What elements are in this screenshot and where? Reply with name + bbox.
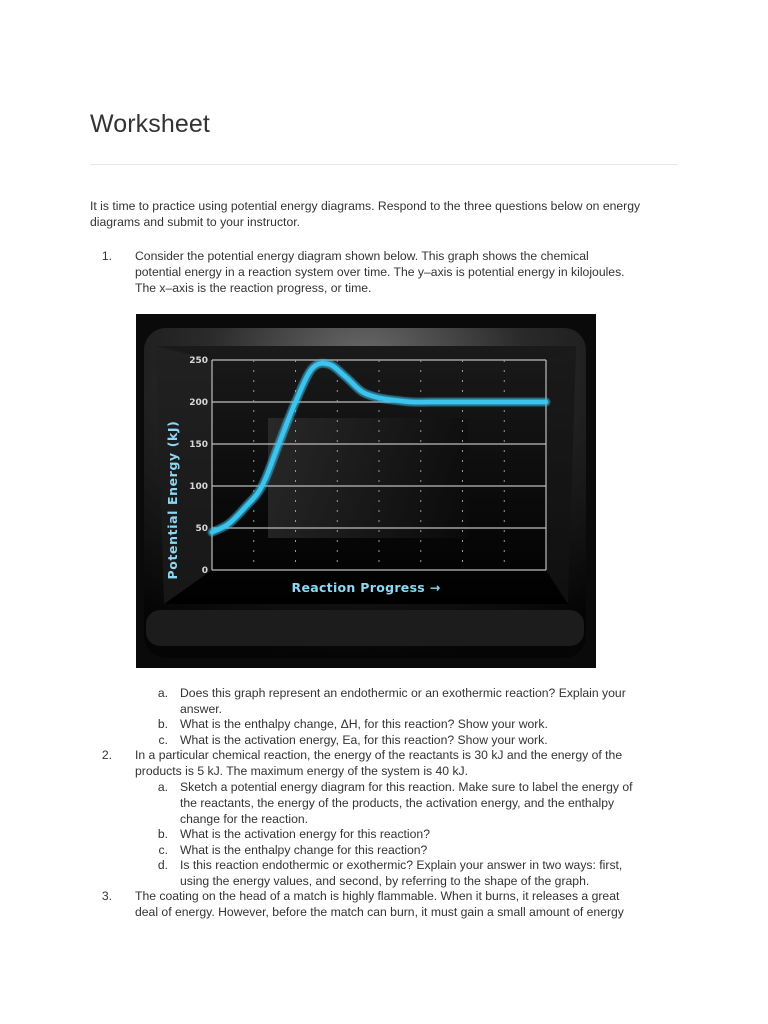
sub-question-text-line: Does this graph represent an endothermic or an exothermic reaction? Explain your — [180, 686, 626, 700]
sub-question-text-line: Is this reaction endothermic or exothermic? Explain your answer in two ways: first, — [180, 858, 623, 872]
sub-question-label: b. — [157, 827, 168, 841]
question-text-line: Consider the potential energy diagram shown below. This graph shows the chemical — [135, 249, 589, 263]
question-text-line: potential energy in a reaction system over time. The y–axis is potential energy in kilojoules. — [135, 265, 625, 279]
y-tick-label: 50 — [195, 524, 208, 534]
title-divider — [90, 164, 678, 165]
y-tick-label: 100 — [189, 482, 208, 492]
sub-question-label: b. — [157, 717, 168, 731]
question-number: 2. — [101, 748, 112, 762]
sub-question-text-line: What is the enthalpy change, ΔH, for this reaction? Show your work. — [180, 717, 548, 731]
x-axis-label: Reaction Progress → — [291, 580, 441, 595]
page-title: Worksheet — [90, 110, 210, 138]
sub-question-text-line: What is the activation energy for this reaction? — [180, 827, 430, 841]
sub-question-text-line: using the energy values, and second, by referring to the shape of the graph. — [180, 874, 590, 888]
y-tick-label: 150 — [189, 440, 208, 450]
y-tick-label: 0 — [201, 566, 208, 576]
question-text-line: In a particular chemical reaction, the energy of the reactants is 30 kJ and the energy of the — [135, 748, 623, 762]
y-axis-label: Potential Energy (kJ) — [165, 420, 180, 580]
bezel-bottom — [146, 610, 584, 646]
question-text-line: products is 5 kJ. The maximum energy of the system is 40 kJ. — [135, 764, 469, 778]
sub-question-text-line: What is the activation energy, Ea, for this reaction? Show your work. — [180, 733, 548, 747]
back-panel — [268, 418, 468, 538]
sub-question-label: d. — [157, 858, 168, 872]
sub-question-text-line: change for the reaction. — [180, 812, 309, 826]
intro-paragraph: It is time to practice using potential energy diagrams. Respond to the three questions below on energy diagrams and submit to your instructor. — [90, 199, 641, 229]
sub-question-label: a. — [157, 686, 168, 700]
question-number: 3. — [101, 889, 112, 903]
sub-question-label: c. — [158, 843, 168, 857]
y-tick-label: 250 — [189, 356, 208, 366]
question-text-line: The coating on the head of a match is highly flammable. When it burns, it releases a great — [135, 889, 620, 903]
sub-question-text-line: What is the enthalpy change for this reaction? — [180, 843, 428, 857]
energy-diagram-chart — [136, 314, 596, 668]
y-tick-label: 200 — [189, 398, 208, 408]
question-text-line: deal of energy. However, before the match can burn, it must gain a small amount of energy — [135, 905, 624, 919]
sub-question-text-line: answer. — [180, 702, 223, 716]
question-number: 1. — [101, 249, 112, 263]
question-text-line: The x–axis is the reaction progress, or time. — [135, 281, 372, 295]
sub-question-label: c. — [158, 733, 168, 747]
sub-question-text-line: Sketch a potential energy diagram for this reaction. Make sure to label the energy of — [180, 780, 633, 794]
sub-question-text-line: the reactants, the energy of the products, the activation energy, and the enthalpy — [180, 796, 615, 810]
energy-diagram-figure — [136, 314, 596, 668]
sub-question-label: a. — [157, 780, 168, 794]
